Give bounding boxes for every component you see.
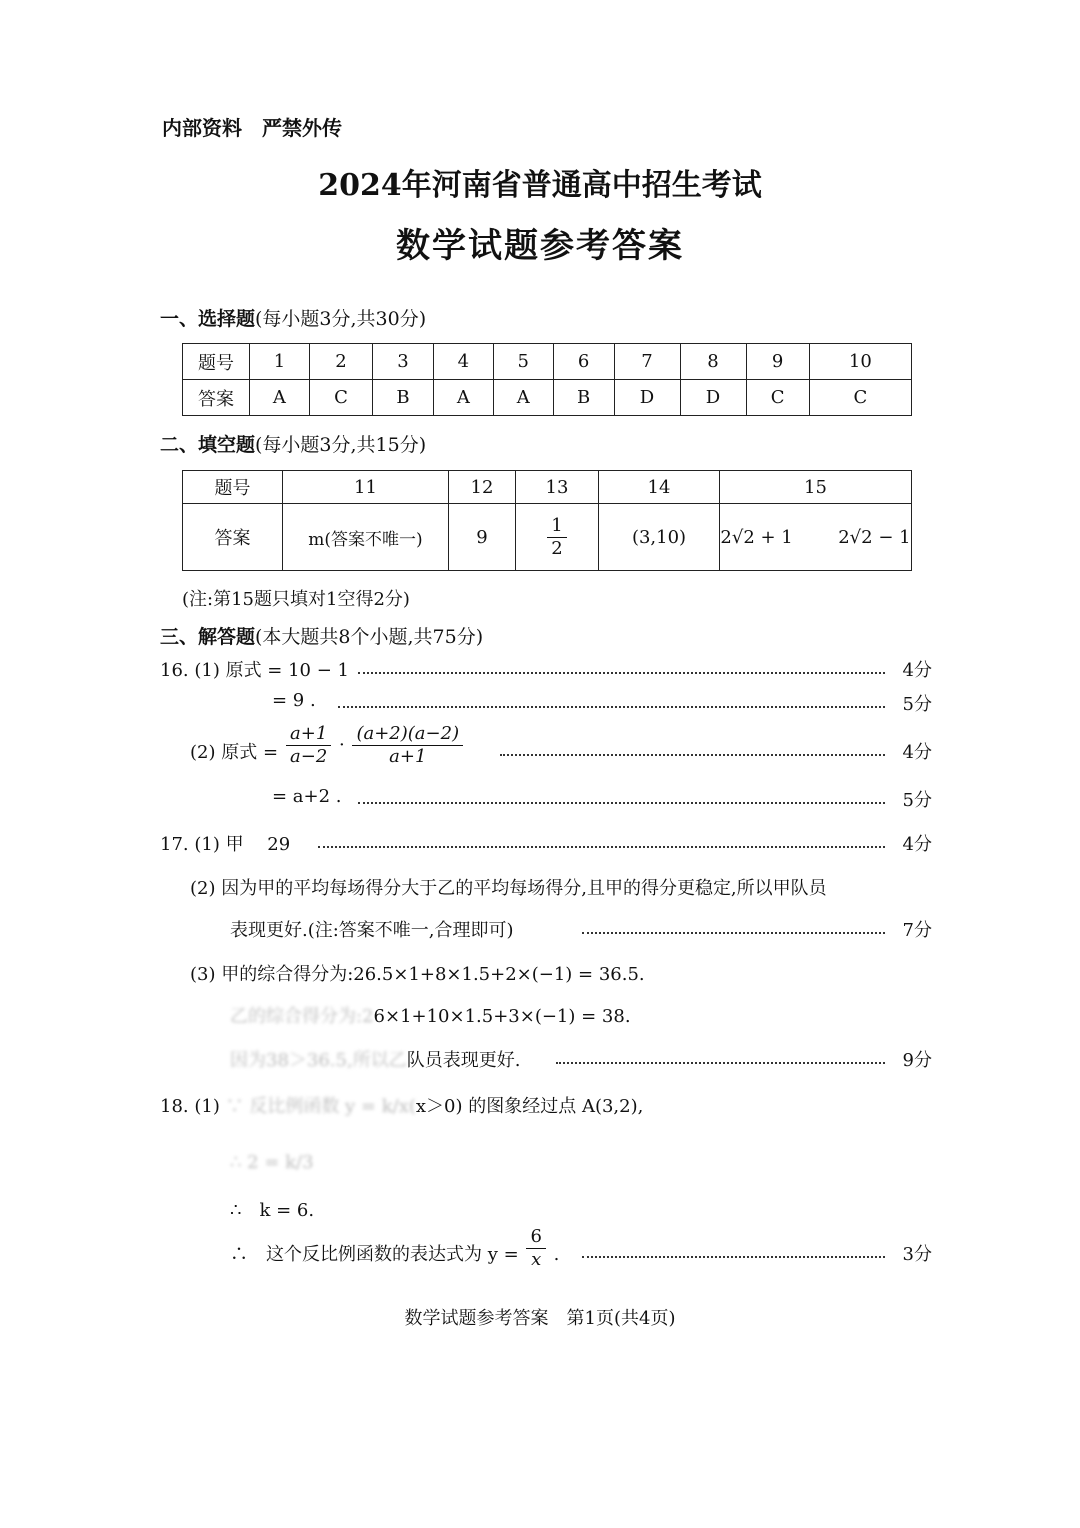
section-fill-heading: [160, 430, 426, 457]
fill-answer-12: 9: [449, 504, 516, 571]
q17-score1: 4分: [902, 834, 932, 855]
fraction-denominator: 2: [551, 537, 563, 559]
smudged-text: ∴ 2 = k/3: [230, 1152, 314, 1173]
q18-line4-text: [230, 1225, 560, 1270]
q16-score1: 4分: [902, 660, 932, 681]
leader-dots: [318, 846, 885, 848]
choice-answer: A: [493, 380, 553, 416]
q18-line2: [0, 1150, 1080, 1182]
q18-line3-text: ∴ k = 6.: [230, 1200, 315, 1221]
fill-answer-table: [182, 470, 912, 571]
fill-number: 14: [599, 471, 720, 504]
choice-answer: C: [809, 380, 911, 416]
q16-score3: 4分: [902, 742, 932, 763]
fill-answer-11: m(答案不唯一): [283, 504, 449, 571]
choice-answer: D: [614, 380, 680, 416]
q17-line4: [0, 958, 1080, 990]
q16-fraction-2: [352, 724, 463, 767]
choice-answer: C: [746, 380, 809, 416]
q18-line1: [0, 1090, 1080, 1122]
q17-line1: [0, 828, 1080, 860]
q16-line4: [0, 784, 1080, 816]
fraction-numerator: (a+2)(a−2): [352, 724, 463, 746]
fill-row-head-q: 题号: [183, 471, 283, 504]
choice-answer: A: [433, 380, 493, 416]
choice-number: 1: [250, 344, 310, 380]
q16-line4-text: = a+2 .: [272, 786, 342, 807]
section-fill-title: 二、填空题: [160, 434, 256, 456]
q16-fraction-1: [286, 724, 331, 767]
section-choice-heading: [160, 304, 426, 331]
fill-answer-14: (3,10): [599, 504, 720, 571]
fraction-numerator: a+1: [286, 724, 331, 746]
q17-line1-text: 17. (1) 甲 29: [160, 834, 291, 855]
choice-number: 10: [809, 344, 911, 380]
fraction-one-half: [547, 516, 566, 559]
choice-number: 8: [680, 344, 746, 380]
leader-dots: [358, 802, 885, 804]
choice-answer-table: [182, 343, 912, 416]
q18-number: 18. (1): [160, 1096, 220, 1117]
fill-number: 15: [720, 471, 912, 504]
q17-score3: 7分: [902, 920, 932, 941]
fraction-numerator: 6: [526, 1227, 545, 1249]
fraction-denominator: a−2: [290, 746, 328, 767]
leader-dots: [338, 706, 885, 708]
fill-number: 13: [516, 471, 599, 504]
choice-row-head-q: 题号: [183, 344, 250, 380]
choice-answer: C: [309, 380, 372, 416]
leader-dots: [582, 1256, 885, 1258]
q16-score2: 5分: [902, 694, 932, 715]
header-label: 内部资料 严禁外传: [162, 116, 342, 140]
multiply-dot: ·: [339, 734, 345, 756]
section-fill-note: (每小题3分,共15分): [255, 434, 427, 456]
section-solve-note: (本大题共8个小题,共75分): [255, 626, 484, 648]
fill-answer-15-second: 2√2 − 1: [838, 526, 911, 548]
choice-number: 9: [746, 344, 809, 380]
q18-line4-prefix: ∴ 这个反比例函数的表达式为 y =: [230, 1244, 519, 1265]
leader-dots: [500, 754, 885, 756]
choice-number: 3: [373, 344, 434, 380]
q18-score4: 3分: [902, 1244, 932, 1265]
fill-number-row: [183, 471, 912, 504]
q17-line6-visible: 队员表现更好.: [406, 1050, 521, 1071]
choice-number-row: [183, 344, 912, 380]
fraction-numerator: 1: [547, 516, 566, 538]
choice-answer: A: [250, 380, 310, 416]
page-subtitle: 数学试题参考答案: [396, 226, 684, 266]
choice-answer: B: [553, 380, 614, 416]
smudged-text: 因为38＞36.5,所以乙: [230, 1050, 407, 1071]
q17-line5: [0, 1000, 1080, 1032]
q17-line5-text: [230, 1002, 631, 1028]
leader-dots: [582, 932, 885, 934]
q17-line2: [0, 872, 1080, 904]
fill-row-head-a: 答案: [183, 504, 283, 571]
choice-answer: D: [680, 380, 746, 416]
smudged-text: ∵ 反比例函数 y = k/x(: [225, 1096, 416, 1117]
section-solve-title: 三、解答题: [160, 626, 256, 648]
q18-fraction: [526, 1227, 545, 1270]
q18-line1-visible: x＞0) 的图象经过点 A(3,2),: [415, 1096, 644, 1117]
section-solve-heading: [160, 622, 483, 649]
page-footer: 数学试题参考答案 第1页(共4页): [404, 1308, 676, 1329]
fill-answer-15-first: 2√2 + 1: [720, 526, 793, 548]
fill-answer-row: [183, 504, 912, 571]
period: .: [553, 1244, 560, 1265]
q17-score6: 9分: [902, 1050, 932, 1071]
smudged-text: 乙的综合得分为:2: [230, 1006, 374, 1027]
leader-dots: [556, 1062, 885, 1064]
fill-answer-13: [516, 504, 599, 571]
q17-line6-text: [230, 1046, 520, 1072]
q17-line3: [0, 914, 1080, 946]
q18-line4: [0, 1226, 1080, 1278]
choice-number: 6: [553, 344, 614, 380]
q16-line3-prefix: (2) 原式 =: [190, 742, 279, 763]
fill-note: (注:第15题只填对1空得2分): [182, 589, 410, 610]
choice-number: 4: [433, 344, 493, 380]
page-title: 2024年河南省普通高中招生考试: [318, 168, 762, 203]
q17-line5-visible: 6×1+10×1.5+3×(−1) = 38.: [373, 1006, 631, 1027]
leader-dots: [358, 672, 885, 674]
choice-number: 7: [614, 344, 680, 380]
q16-line1-text: 16. (1) 原式 = 10 − 1: [160, 660, 349, 681]
q18-line1-text: [160, 1092, 643, 1118]
q16-score4: 5分: [902, 790, 932, 811]
fill-number: 11: [283, 471, 449, 504]
q17-line6: [0, 1044, 1080, 1076]
section-choice-note: (每小题3分,共30分): [255, 308, 427, 330]
q16-line3: [0, 724, 1080, 776]
choice-row-head-a: 答案: [183, 380, 250, 416]
choice-number: 5: [493, 344, 553, 380]
choice-number: 2: [309, 344, 372, 380]
q16-expression: [284, 724, 465, 767]
q16-line2: [0, 688, 1080, 720]
q16-line1: [0, 654, 1080, 686]
section-choice-title: 一、选择题: [160, 308, 256, 330]
choice-answer: B: [373, 380, 434, 416]
fraction-denominator: x: [531, 1248, 542, 1270]
fill-number: 12: [449, 471, 516, 504]
fill-answer-15: [720, 504, 912, 571]
q17-line2-text: (2) 因为甲的平均每场得分大于乙的平均每场得分,且甲的得分更稳定,所以甲队员: [190, 878, 827, 899]
q17-line3-text: 表现更好.(注:答案不唯一,合理即可): [230, 920, 514, 941]
q17-line4-text: (3) 甲的综合得分为:26.5×1+8×1.5+2×(−1) = 36.5.: [190, 964, 645, 985]
fraction-denominator: a+1: [389, 746, 427, 767]
choice-answer-row: [183, 380, 912, 416]
q16-line2-text: = 9 .: [272, 690, 316, 711]
q18-line3: [0, 1194, 1080, 1226]
